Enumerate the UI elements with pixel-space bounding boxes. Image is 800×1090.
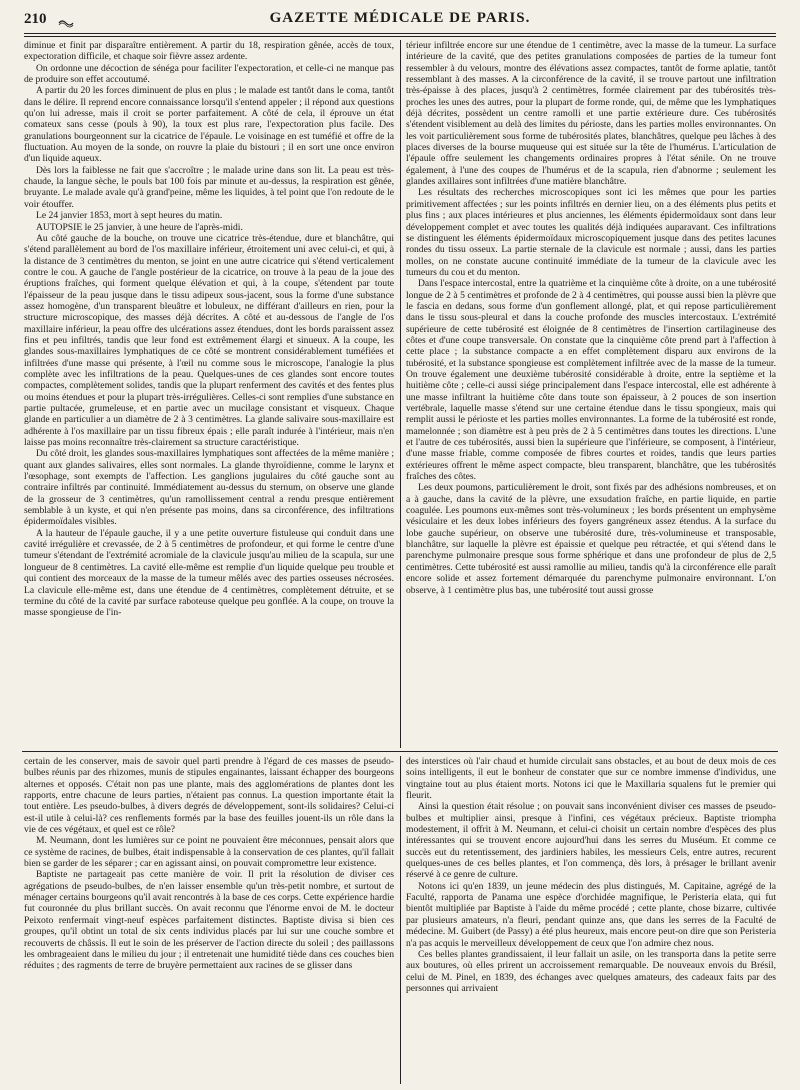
column-divider — [400, 40, 401, 748]
paragraph: A partir du 20 les forces diminuent de plus en plus ; le malade est tantôt dans le coma, tantôt dans le délire. Il reprend encore connaissance lorsqu'il s'entend appeler ; il répond aux questions qu'on lui adresse, mais il croit se porter parfaitement. A côté de cela, il éprouve un état comateux sans cesse (pouls à 90), la toux est plus rare, l'expectoration plus facile. Des granulations bourgeonnent sur la cicatrice de l'épaule. Le voisinage en est tuméfié et offre de la fluctuation. Au moyen de la sonde, on rouvre la plaie du bistouri ; il en sort une once environ d'un liquide aqueux. — [24, 85, 394, 165]
paragraph: Baptiste ne partageait pas cette manière de voir. Il prit la résolution de diviser ces agrégations de pseudo-bulbes, de n'en laisser ensemble qu'un très-petit nombre, et surtout de ménager certains bourgeons qu'il avait rencontrés à la base de ces corps. Cette expérience hardie fut couronnée du plus brillant succès. On avait reconnu que l'énorme envoi de M. le docteur Peixoto renfermait vingt-neuf espèces parfaitement distinctes. Baptiste divisa si bien ces groupes, qu'il obtint un total de six cents individus placés par lui sur une couche sombre et recouverts de châssis. Il eut le soin de les préserver de l'action directe du soleil ; des paillassons les ombrageaient dans le milieu du jour ; il entretenait une humidité tiède dans ces couches bien réduites ; des ragments de terre de bruyère permettaient aux racines de se glisser dans — [24, 869, 394, 972]
page-header — [24, 8, 776, 30]
paragraph: des interstices où l'air chaud et humide circulait sans obstacles, et au bout de deux mois de ces soins intelligents, il eut le bonheur de constater que sur ce nombre immense d'individus, une vingtaine tout au plus étaient morts. Notons ici que le Maxillaria squalens fut le premier qui fleurit. — [406, 756, 776, 802]
paragraph: diminue et finit par disparaître entièrement. A partir du 18, respiration gênée, accès de toux, expectoration difficile, et chaque soir fièvre assez ardente. — [24, 40, 394, 63]
paragraph: Les résultats des recherches microscopiques sont ici les mêmes que pour les parties primitivement affectées ; sur les points infiltrés en dernier lieu, on a des éléments plus petits et plus fins ; aux places intérieures et plus anciennes, les éléments épidermoïdaux sont dans leur développement complet et avec toutes les qualités déjà indiquées auparavant. Ces infiltrations se distinguent les éléments épidermoïdaux microscopiquement jusque dans des petites lacunes rondes du tissu osseux. La partie sternale de la clavicule est normale ; aussi, dans les parties molles, on ne constate aucune continuité immédiate de la tumeur de la clavicule avec les tumeurs du cou et du menton. — [406, 187, 776, 278]
paragraph: térieur infiltrée encore sur une étendue de 1 centimètre, avec la masse de la tumeur. La surface intérieure de la cavité, que des petites granulations composées de parties de la tumeur font ressembler à du velours, montre des élévations assez compactes, tantôt de forme aplatie, tantôt ressemblant à des masses. A la circonférence de la cavité, il se trouve partout une infiltration très-épaisse à des places, jusqu'à 2 centimètres, formée clairement par des tubérosités très-proches les unes des autres, pour la plupart de forme ronde, qui, de même que les lymphatiques déjà décrites, possèdent un centre ramolli et une partie extérieure dure. Ces tubérosités s'étendent visiblement au delà des limites du périoste, dans les parties molles environnantes. On les voit particulièrement sous forme de tubérosités plates, blanchâtres, quelque peu lâches à des places diverses de la bourse muqueuse qui est située sur la tête de l'humérus. L'articulation de l'épaule offre seulement les changements ordinaires propres à l'état sénile. On ne trouve également, à l'une des coupes de l'humérus et de la scapula, rien d'abnorme ; seulement les glandes axillaires sont infiltrées d'une matière blanchâtre. — [406, 40, 776, 188]
bottom-left-column — [24, 756, 394, 1086]
header-rule-thin — [24, 36, 776, 37]
bottom-right-column — [406, 756, 776, 1086]
page-number: 210 — [24, 11, 47, 27]
paragraph: M. Neumann, dont les lumières sur ce point ne pouvaient être méconnues, pensait alors que ce système de racines, de bulbes, était indispensable à la conservation de ces plantes, qu'il fallait bien se garder de les séparer ; car en agissant ainsi, on pouvait compromettre leur existence. — [24, 835, 394, 870]
top-right-column — [406, 40, 776, 748]
paragraph: Dans l'espace intercostal, entre la quatrième et la cinquième côte à droite, on a une tubérosité longue de 2 à 5 centimètres et profonde de 2 à 4 centimètres, qui pousse aussi bien la plèvre que le fascia en dedans, sous forme d'un gonflement allongé, plat, et qui repose particulièrement dans le tissu sous-pleural et dans la couche profonde des muscles intercostaux. L'extrémité supérieure de cette tubérosité est éloignée de 8 centimètres de l'insertion cartilagineuse des côtes et d'une coupe transversale. On constate que la cinquième côte prend part à l'affection à cette place ; la substance compacte a en effet complètement disparu aux environs de la tubérosité, et la substance spongieuse est complètement infiltrée avec de la masse de la tumeur. On trouve également une deuxième tubérosité considérable à droite, entre la septième et la huitième côte ; celle-ci aussi siége principalement dans l'espace intercostal, elle est adhérente à une masse infiltrant la huitième côte dans toute son épaisseur, à 2 pouces de son insertion vertébrale, laquelle masse s'étend sur une certaine étendue dans le tissu spongieux, mais qui remplit aussi le périoste et les parties molles environnantes. La forme de la tubérosité est ronde, mamelonnée ; son diamètre est à peu près de 2 à 5 centimètres dans toutes les directions. L'une et l'autre de ces tubérosités, aussi bien la supérieure que l'inférieure, se composent, à l'intérieur, d'une masse friable, comme composée de fibres courtes et roides, tandis que leurs parties extérieures offrent le même aspect compacte, bleu transparent, blanchâtre, que les tubérosités fraîches des côtes. — [406, 278, 776, 483]
paragraph: Ainsi la question était résolue ; on pouvait sans inconvénient diviser ces masses de pseudo-bulbes et multiplier ainsi, presque à l'infini, ces végétaux précieux. Baptiste triompha modestement, il offrit à M. Neumann, et celui-ci choisit un certain nombre d'espèces des plus intéressantes qui se trouvent encore aujourd'hui dans les serres du Muséum. Et comme ce succès eut du retentissement, des jardiniers habiles, les messieurs Cels, entre autres, recurent quelques-unes de ces belles plantes, et l'on commença, dès lors, à présager le brillant avenir réservé à ce genre de culture. — [406, 801, 776, 881]
paragraph: On ordonne une décoction de sénéga pour faciliter l'expectoration, et celle-ci ne manque pas de produire son effet accoutumé. — [24, 62, 394, 86]
column-divider-bottom — [400, 756, 401, 1084]
paragraph: Dès lors la faiblesse ne fait que s'accroître ; le malade urine dans son lit. La peau est très-chaude, la langue sèche, le pouls bat 100 fois par minute et au-dessus, la respiration est gênée, bruyante. Le malade avale qu'à grand'peine, même les liquides, à tel point que l'on redoute de le voir étouffer. — [24, 164, 394, 210]
paragraph: Notons ici qu'en 1839, un jeune médecin des plus distingués, M. Capitaine, agrégé de la Faculté, rapporta de Panama une espèce d'orchidée magnifique, le Peristeria elata, qui fut bientôt multipliée par Baptiste à l'aide du même procédé ; cette plante, chose bizarre, cultivée par plusieurs amateurs, n'a fleuri, pendant quinze ans, que dans les serres de la Faculté de médecine. M. Guibert (de Passy) a été plus heureux, mais encore peut-on dire que son Peristeria n'a pas acquis le merveilleux développement de ceux que l'on admire chez nous. — [406, 880, 776, 949]
paragraph: Le 24 janvier 1853, mort à sept heures du matin. — [36, 210, 223, 222]
paragraph: Au côté gauche de la bouche, on trouve une cicatrice très-étendue, dure et blanchâtre, qui s'étend parallèlement au bord de l'os maxillaire inférieur, étroitement uni avec celui-ci, et qui, à la distance de 3 centimètres du menton, se joint en une autre cicatrice qui s'étend verticalement contre le cou. A gauche de l'angle postérieur de la cicatrice, on trouve à la peau de la joue des éruptions fraîches, qui forment quelque élévation et qui, à la coupe, s'étendent par toute l'épaisseur de la peau jusque dans le tissu adipeux sous-jacent, sous la forme d'une substance assez homogène, d'un transparent bleuâtre et lobuleux, ne différant d'ailleurs en rien, pour la structure microscopique, des masses déjà décrites. A côté et au-dessous de l'angle de l'os maxillaire inférieur, la peau offre des ulcérations assez étendues, dont les bords paraissent assez fins et peu infiltrés, tandis que leur fond est extrêmement élargi et sinueux. A la coupe, les glandes sous-maxillaires lymphatiques de ce côté se montrent considérablement tuméfiées et infiltrées d'une masse qui présente, à l'œil nu comme sous le microscope, l'analogie la plus complète avec les infiltrations de la peau. Quelques-unes de ces glandes sont encore toutes compactes, complètement solides, tandis que la plupart renferment des cavités et des fentes plus ou moins étendues et pour la plupart très-irrégulières. Celles-ci sont remplies d'une substance en partie pultacée, grumeleuse, et en partie avec un mucilage consistant et visqueux. Chaque glande en particulier a un diamètre de 2 à 3 centimètres. La glande salivaire sous-maxillaire est adhérente à l'os maxillaire par un tissu fibreux épais ; elle paraît indurée à l'intérieur, mais n'en laisse pas moins reconnaître très-clairement sa structure caractéristique. — [24, 232, 394, 449]
paragraph: Les deux poumons, particulièrement le droit, sont fixés par des adhésions nombreuses, et on a à gauche, dans la cavité de la plèvre, une exsudation fraîche, en partie liquide, en partie coagulée. Les poumons eux-mêmes sont très-volumineux ; les bords présentent un emphysème vésiculaire et les deux lobes inférieurs des foyers gangréneux assez étendus. A la surface du lobe gauche supérieur, on observe une tubérosité dure, très-volumineuse et transposable, blanchâtre, sur laquelle la plèvre est épaissie et quelque peu rétractée, et qui s'étend dans le parenchyme pulmonaire presque sous forme sphérique et dans une profondeur de plus de 2,5 centimètres. Cette tubérosité est aussi ramollie au milieu, tandis qu'à la circonférence elle paraît encore solide et assez fortement démarquée du parenchyme pulmonaire environnant. L'on observe, à 1 centimètre plus bas, une tubérosité tout aussi grosse — [406, 482, 776, 596]
page-title: GAZETTE MÉDICALE DE PARIS. — [269, 10, 531, 26]
section-rule — [22, 751, 778, 752]
top-left-column — [24, 40, 394, 748]
paragraph: Du côté droit, les glandes sous-maxillaires lymphatiques sont affectées de la même manière ; quant aux glandes salivaires, elles sont normales. La glande thyroïdienne, comme le larynx et l'œsophage, sont exempts de l'affection. Les ganglions jugulaires du côté gauche sont au contraire infiltrés par continuité. Immédiatement au-dessus du sternum, on observe une glande de la grosseur de 3 centimètres, qu'un ramollissement central a rendu presque entièrement semblable à un kyste, et qui n'en présente pas moins, dans sa circonférence, des infiltrations épidermoïdales visibles. — [24, 448, 394, 528]
paragraph: AUTOPSIE le 25 janvier, à une heure de l'après-midi. — [36, 221, 243, 233]
paragraph: A la hauteur de l'épaule gauche, il y a une petite ouverture fistuleuse qui conduit dans une cavité irrégulière et crevassée, de 2 à 5 centimètres de profondeur, et qui forme le centre d'une tumeur s'étendant de l'extrémité acromiale de la clavicule jusqu'au milieu de la scapula, sur une longueur de 8 centimètres. La cavité elle-même est remplie d'un liquide quelque peu trouble et qui contient des morceaux de la masse de la tumeur mêlés avec des parties osseuses nécrosées. La clavicule elle-même est, dans une étendue de 4 centimètres, complètement détruite, et se termine du côté de la cavité par surface raboteuse quelque peu gonflée. A la coupe, on trouve la masse spongieuse de l'in- — [24, 527, 394, 619]
paragraph: Ces belles plantes grandissaient, il leur fallait un asile, on les transporta dans la petite serre aux boutures, où elles prirent un accroissement remarquable. De nouveaux envois du Brésil, celui de M. Pinel, en 1839, des échanges avec quelques amateurs, des cadeaux faits par des personnes qui arrivaient — [406, 948, 776, 994]
header-rule — [24, 33, 776, 34]
paragraph: certain de les conserver, mais de savoir quel parti prendre à l'égard de ces masses de pseudo-bulbes réunis par des rhizomes, munis de stipules engainantes, laissant échapper des bourgeons alternes et opposés. C'était non pas une plante, mais des agglomérations de plantes dont les rapports, entre chacune de leurs parties, n'étaient pas connus. La question importante était la tout entière. Les pseudo-bulbes, à divers degrés de développement, sont-ils solidaires? Celui-ci est-il utile à celui-là? ces renflements formés par la base des feuilles jouent-ils un rôle dans la vie de ces végétaux, et quel est ce rôle? — [24, 756, 394, 836]
